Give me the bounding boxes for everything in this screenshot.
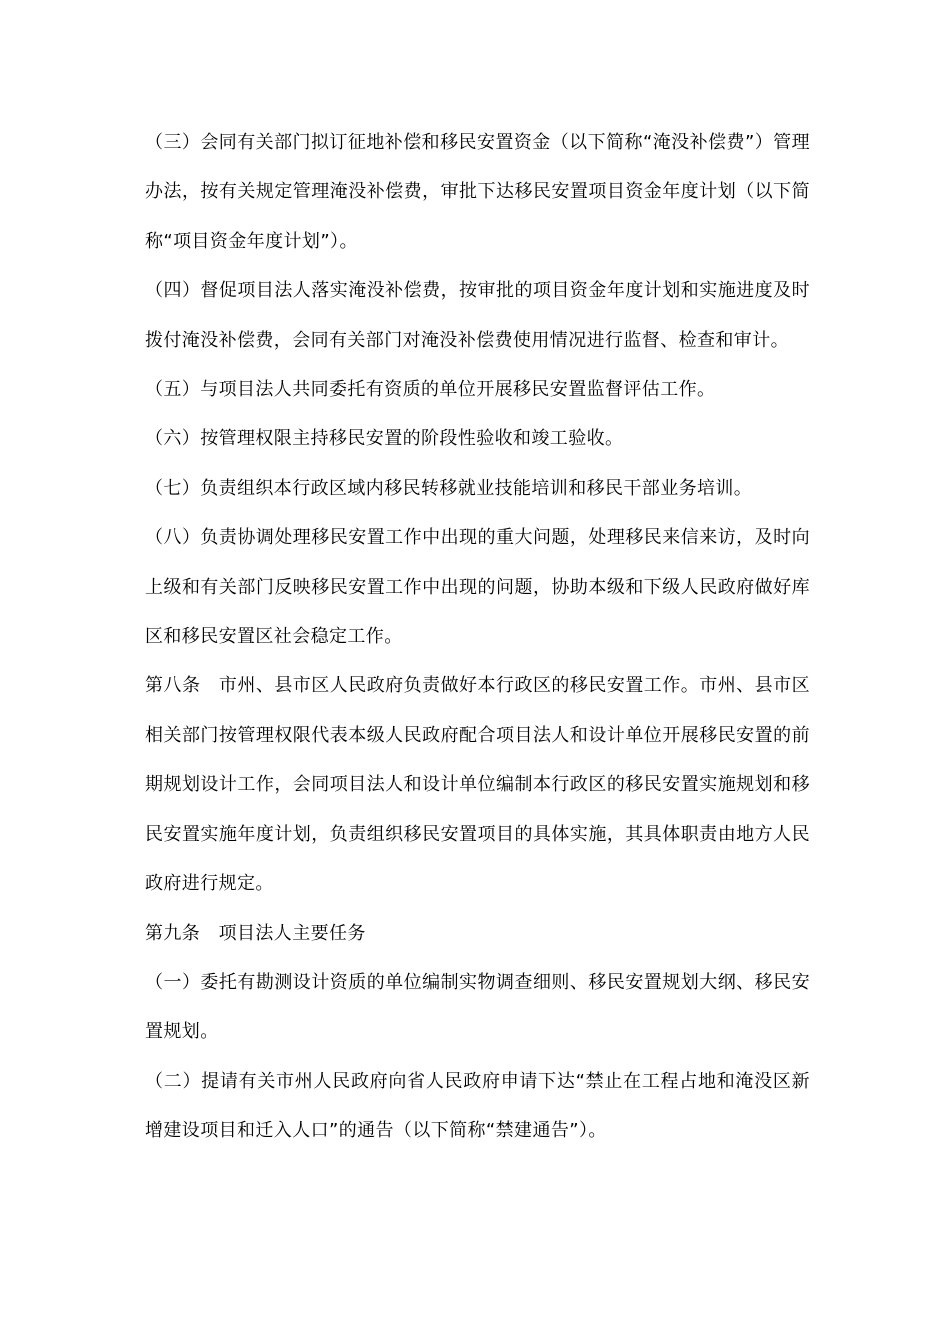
paragraph-item-5-evaluation: （五）与项目法人共同委托有资质的单位开展移民安置监督评估工作。 bbox=[145, 379, 716, 401]
paragraph-item-8-coordination: （八）负责协调处理移民安置工作中出现的重大问题，处理移民来信来访，及时向上级和有关部门反映移民安置工作中出现的问题，协助本级和下级人民政府做好库区和移民安置区社会稳定工作。 bbox=[145, 527, 810, 648]
paragraph-article-8: 第八条 市州、县市区人民政府负责做好本行政区的移民安置工作。市州、县市区相关部门按管理权限代表本级人民政府配合项目法人和设计单位开展移民安置的前期规划设计工作，会同项目法人和设计单位编制本行政区的移民安置实施规划和移民安置实施年度计划，负责组织移民安置项目的具体实施，其具体职责由地方人民政府进行规定。 bbox=[145, 675, 810, 895]
paragraph-item-1-planning: （一）委托有勘测设计资质的单位编制实物调查细则、移民安置规划大纲、移民安置规划。 bbox=[145, 971, 810, 1043]
paragraph-item-6-acceptance: （六）按管理权限主持移民安置的阶段性验收和竣工验收。 bbox=[145, 428, 624, 450]
paragraph-item-3-management: （三）会同有关部门拟订征地补偿和移民安置资金（以下简称“淹没补偿费”）管理办法，按有关规定管理淹没补偿费，审批下达移民安置项目资金年度计划（以下简称“项目资金年度计划”）。 bbox=[145, 132, 810, 252]
paragraph-item-2-notice: （二）提请有关市州人民政府向省人民政府申请下达“禁止在工程占地和淹没区新增建设项目和迁入人口”的通告（以下简称“禁建通告”）。 bbox=[145, 1070, 810, 1142]
paragraph-article-9-heading: 第九条 项目法人主要任务 bbox=[145, 922, 366, 944]
document-body bbox=[145, 118, 810, 1156]
paragraph-item-7-training: （七）负责组织本行政区域内移民转移就业技能培训和移民干部业务培训。 bbox=[145, 477, 753, 499]
paragraph-item-4-supervision: （四）督促项目法人落实淹没补偿费，按审批的项目资金年度计划和实施进度及时拨付淹没补偿费，会同有关部门对淹没补偿费使用情况进行监督、检查和审计。 bbox=[145, 280, 810, 351]
